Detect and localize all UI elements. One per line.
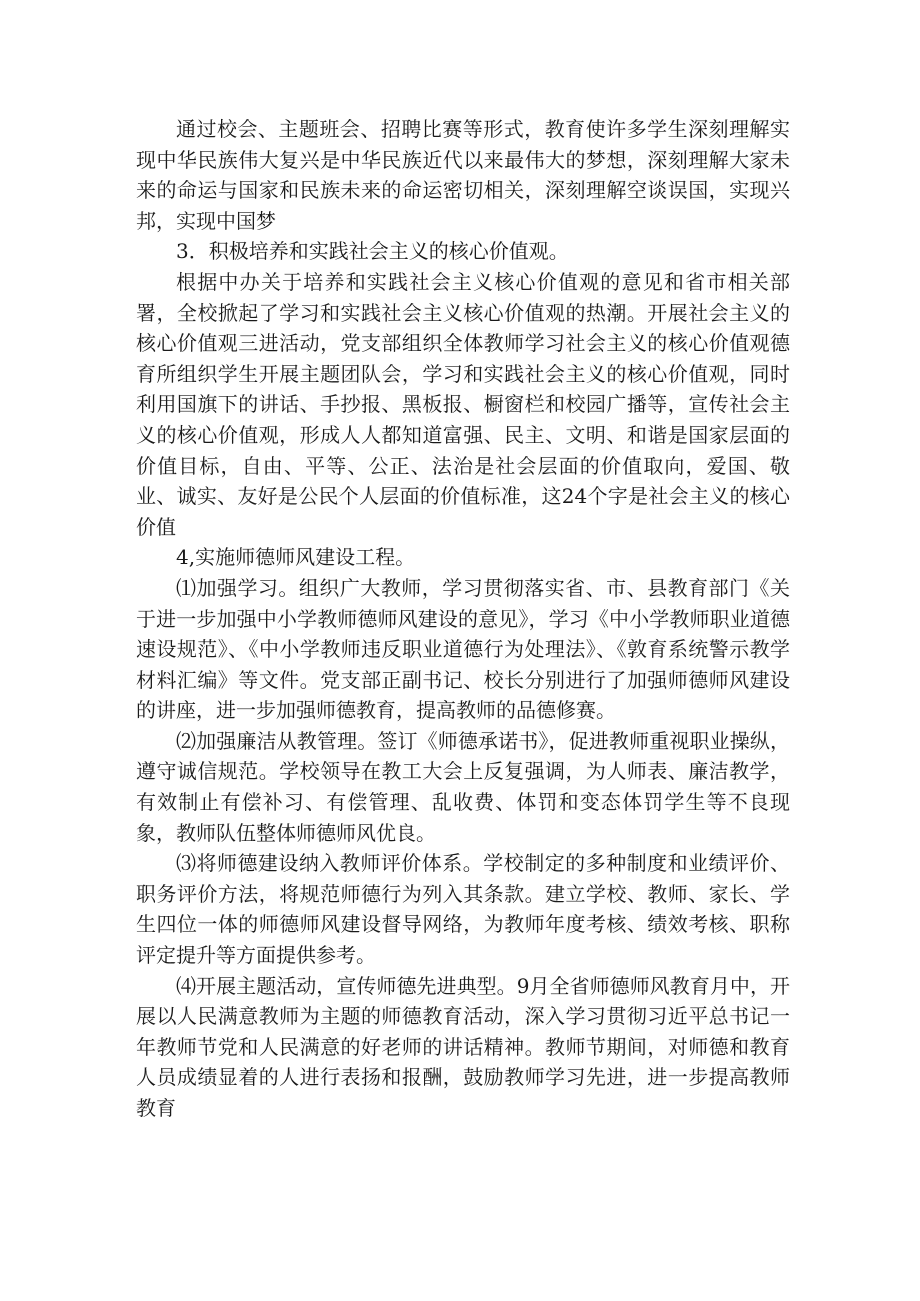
paragraph-evaluation-system: ⑶将师德建设纳入教师评价体系。学校制定的多种制度和业绩评价、职务评价方法，将规范师德行为列入其条款。建立学校、教师、家长、学生四位一体的师德师风建设督导网络，为教师年度考核、绩效考核、职称评定提升等方面提供参考。 [136, 851, 790, 968]
paragraph-theme-activities: ⑷开展主题活动，宣传师德先进典型。9月全省师德师风教育月中，开展以人民满意教师为主题的师德教育活动，深入学习贯彻习近平总书记一年教师节党和人民满意的好老师的讲话精神。教师节期间，对师德和教育人员成绩显着的人进行表扬和报酬，鼓励教师学习先进，进一步提高教师教育 [136, 973, 790, 1120]
paragraph-china-dream: 通过校会、主题班会、招聘比赛等形式，教育使许多学生深刻理解实现中华民族伟大复兴是中华民族近代以来最伟大的梦想，深刻理解大家未来的命运与国家和民族未来的命运密切相关，深刻理解空谈误国，实现兴邦，实现中国梦 [136, 117, 790, 233]
paragraph-integrity-management: ⑵加强廉洁从教管理。签订《师德承诺书》，促进教师重视职业操纵，遵守诚信规范。学校领导在教工大会上反复强调，为人师表、廉洁教学，有效制止有偿补习、有偿管理、乱收费、体罚和变态体罚学生等不良现象，教师队伍整体师德师风优良。 [136, 728, 790, 845]
paragraph-strengthen-study: ⑴加强学习。组织广大教师，学习贯彻落实省、市、县教育部门《关于进一步加强中小学教师德师风建设的意见》，学习《中小学教师职业道德速设规范》、《中小学教师违反职业道德行为处理法》、《敦育系统警示教学材料汇编》等文件。党支部正副书记、校长分别进行了加强师德师风建设的讲座，进一步加强师德教育，提高教师的品德修赛。 [136, 575, 790, 723]
document-body [136, 114, 790, 1124]
paragraph-core-values: 根据中办关于培养和实践社会主义核心价值观的意见和省市相关部署，全校掀起了学习和实践社会主义核心价值观的热潮。开展社会主义的核心价值观三进活动，党支部组织全体教师学习社会主义的核心价值观德育所组织学生开展主题团队会，学习和实践社会主义的核心价值观，同时利用国旗下的讲话、手抄报、黑板报、橱窗栏和校园广播等，宣传社会主义的核心价值观，形成人人都知道富强、民主、文明、和谐是国家层面的价值目标，自由、平等、公正、法治是社会层面的价值取向，爱国、敬业、诚实、友好是公民个人层面的价值标准，这24个字是社会主义的核心价值 [136, 269, 790, 539]
heading-core-values: 3．积极培养和实践社会主义的核心价值观。 [176, 239, 569, 264]
heading-teacher-ethics: 4,实施师德师风建设工程。 [176, 545, 416, 570]
